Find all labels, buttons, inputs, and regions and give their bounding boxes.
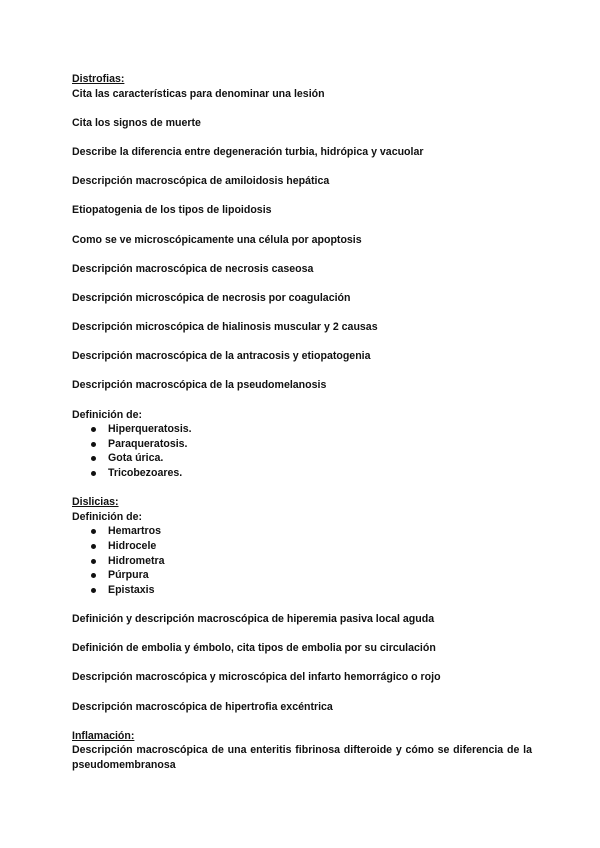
list-item: Hiperqueratosis. — [72, 422, 542, 437]
document-page — [72, 72, 542, 773]
question-8: Descripción microscópica de necrosis por coagulación — [72, 291, 351, 304]
question-10: Descripción macroscópica de la antracosis y etiopatogenia — [72, 350, 371, 363]
question-12: Definición y descripción macroscópica de hiperemia pasiva local aguda — [72, 612, 435, 625]
definition-list-dislicias — [72, 524, 542, 597]
list-item: Gota úrica. — [72, 451, 542, 466]
question-7: Descripción macroscópica de necrosis caseosa — [72, 262, 314, 275]
section-heading-inflamacion: Inflamación: — [72, 729, 135, 742]
question-3: Describe la diferencia entre degeneración turbia, hidrópica y vacuolar — [72, 145, 424, 158]
question-6: Como se ve microscópicamente una célula por apoptosis — [72, 233, 362, 246]
question-2: Cita los signos de muerte — [72, 116, 201, 129]
question-11: Descripción macroscópica de la pseudomelanosis — [72, 379, 327, 392]
list-item: Hidrocele — [72, 539, 542, 554]
list-item: Hidrometra — [72, 554, 542, 569]
question-9: Descripción microscópica de hialinosis muscular y 2 causas — [72, 321, 378, 334]
section-heading-distrofias: Distrofias: — [72, 73, 125, 85]
question-1: Cita las características para denominar una lesión — [72, 87, 325, 100]
list-item: Paraqueratosis. — [72, 437, 542, 452]
question-13: Definición de embolia y émbolo, cita tipos de embolia por su circulación — [72, 642, 436, 655]
question-15: Descripción macroscópica de hipertrofia excéntrica — [72, 700, 333, 713]
definition-label-distrofias: Definición de: — [72, 408, 143, 421]
question-4: Descripción macroscópica de amiloidosis hepática — [72, 175, 330, 188]
question-14: Descripción macroscópica y microscópica del infarto hemorrágico o rojo — [72, 671, 441, 684]
list-item: Tricobezoares. — [72, 466, 542, 481]
definition-label-dislicias: Definición de: — [72, 510, 143, 523]
list-item: Púrpura — [72, 568, 542, 583]
list-item: Epistaxis — [72, 583, 542, 598]
question-16: Descripción macroscópica de una enteritis fibrinosa difteroide y cómo se diferencia de la pseudomembranosa — [72, 744, 532, 771]
section-heading-dislicias: Dislicias: — [72, 496, 119, 509]
question-5: Etiopatogenia de los tipos de lipoidosis — [72, 204, 272, 217]
list-item: Hemartros — [72, 524, 542, 539]
definition-list-distrofias — [72, 422, 542, 480]
